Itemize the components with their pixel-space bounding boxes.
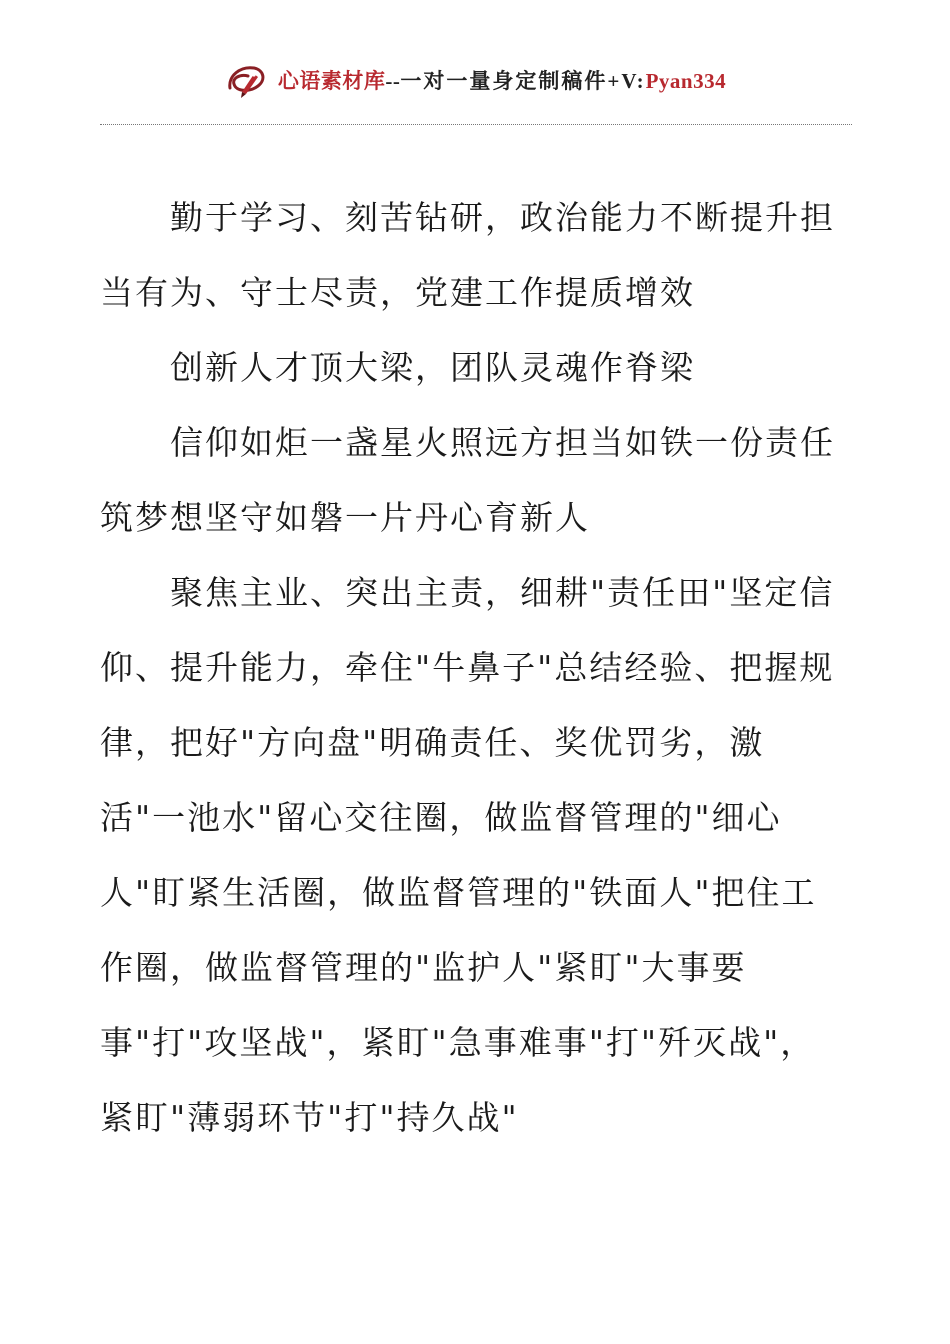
header-dashes: -- [385, 69, 401, 93]
document-body [100, 180, 840, 1155]
wechat-id: Pyan334 [645, 69, 727, 93]
paragraph-1: 勤于学习、刻苦钻研，政治能力不断提升担当有为、守士尽责，党建工作提质增效 [100, 198, 835, 312]
header-title [278, 65, 726, 95]
header-divider [100, 124, 852, 125]
header-slogan: 一对一量身定制稿件+V: [400, 69, 646, 93]
paragraph-3: 信仰如炬一盏星火照远方担当如铁一份责任筑梦想坚守如磐一片丹心育新人 [100, 423, 835, 537]
paragraph-4: 聚焦主业、突出主责，细耕"责任田"坚定信仰、提升能力，牵住"牛鼻子"总结经验、把握规律，把好"方向盘"明确责任、奖优罚劣，激活"一池水"留心交往圈，做监督管理的"细心人"盯紧生活圈，做监督管理的"铁面人"把住工作圈，做监督管理的"监护人"紧盯"大事要事"打"攻坚战"，紧盯"急事难事"打"歼灭战"，紧盯"薄弱环节"打"持久战" [100, 573, 835, 1137]
brand-name: 心语素材库 [277, 69, 386, 93]
pen-nib-logo-icon [224, 58, 268, 102]
page-header [0, 58, 950, 102]
paragraph-2: 创新人才顶大梁，团队灵魂作脊梁 [170, 348, 695, 387]
